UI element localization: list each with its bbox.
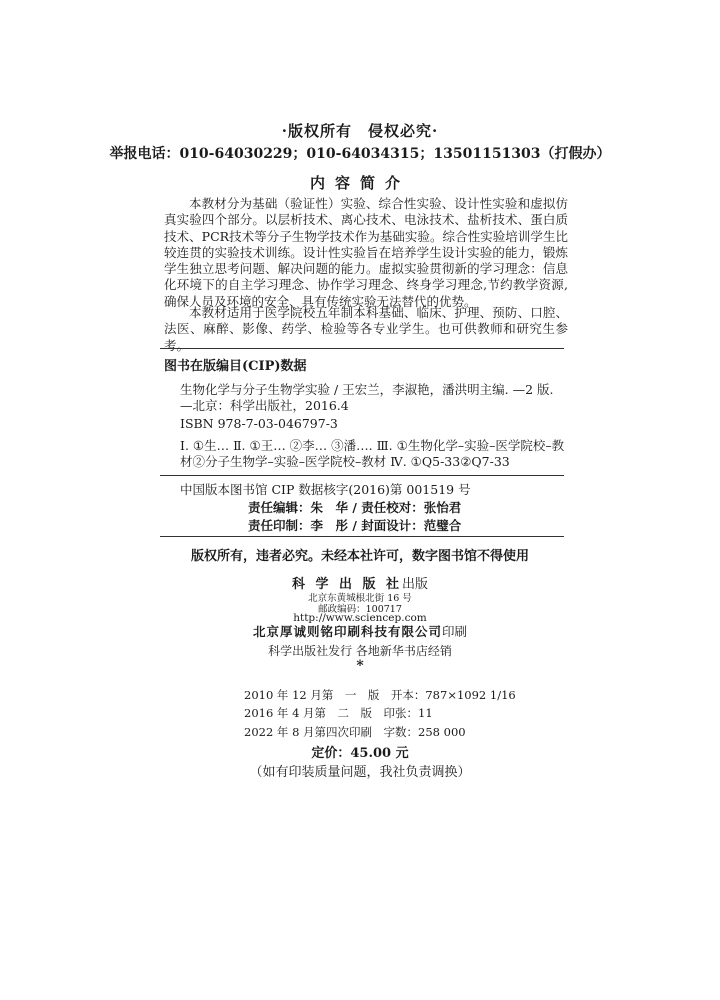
price-line: 定价：45.00 元 [311, 746, 409, 761]
rights-statement: 版权所有，违者必究。未经本社许可，数字图书馆不得使用 [190, 549, 529, 564]
edition-line: 2010 年 12 月第 一 版 开本：787×1092 1/16 [244, 688, 516, 702]
distribution-line: 科学出版社发行 各地新华书店经销 [268, 644, 452, 658]
publisher-website: http://www.sciencep.com [293, 612, 427, 624]
divider-rule [160, 475, 564, 476]
printer-suffix: 印刷 [442, 624, 468, 639]
edition-line: 2022 年 8 月第四次印刷 字数：258 000 [244, 725, 466, 739]
cip-heading: 图书在版编目(CIP)数据 [164, 359, 307, 374]
printer-name: 北京厚诚则铭印刷科技有限公司 [252, 624, 442, 639]
quality-note: （如有印装质量问题，我社负责调换） [249, 765, 471, 780]
edition-line: 2016 年 4 月第 二 版 印张：11 [244, 706, 433, 720]
publisher-name: 科 学 出 版 社 [291, 577, 403, 592]
cip-title-entry: 生物化学与分子生物学实验 / 王宏兰，李淑艳，潘洪明主编. —2 版. —北京：科学出版社，2016.4 [180, 382, 554, 413]
printer-line [0, 622, 720, 640]
separator-star: * [356, 658, 364, 674]
staff-line-editor: 责任编辑：朱 华 / 责任校对：张怡君 [248, 500, 462, 515]
cip-number: 中国版本图书馆 CIP 数据核字(2016)第 001519 号 [180, 482, 471, 497]
summary-paragraph-1: 本教材分为基础（验证性）实验、综合性实验、设计性实验和虚拟仿真实验四个部分。以层析技术、离心技术、电泳技术、盐析技术、蛋白质技术、PCR技术等分子生物学技术作为基础实验。综合性实验培训学生比较连贯的实验技术训练。设计性实验旨在培养学生设计实验的能力，锻炼学生独立思考问题、解决问题的能力。虚拟实验贯彻新的学习理念：信息化环境下的自主学习理念、协作学习理念、终身学习理念,节约教学资源,确保人员及环境的安全、具有传统实验无法替代的优势。 [164, 196, 568, 309]
summary-heading: 内容简介 [309, 174, 410, 192]
publisher-address: 北京东黄城根北街 16 号 [308, 593, 412, 604]
divider-rule [160, 536, 564, 537]
staff-line-printing: 责任印制：李 彤 / 封面设计：范璧合 [248, 518, 462, 533]
copyright-title: ·版权所有 侵权必究· [281, 122, 439, 140]
report-phone-line: 举报电话：010-64030229；010-64034315；13501151303（打假办） [109, 146, 611, 162]
divider-rule [160, 348, 564, 349]
publisher-postcode: 邮政编码：100717 [318, 604, 402, 615]
summary-paragraph-2: 本教材适用于医学院校五年制本科基础、临床、护理、预防、口腔、法医、麻醉、影像、药学、检验等各专业学生。也可供教师和研究生参考。 [164, 305, 568, 353]
cip-classification: Ⅰ. ①生… Ⅱ. ①王… ②李… ③潘…. Ⅲ. ①生物化学–实验–医学院校–教材②分子生物学–实验–医学院校–教材 Ⅳ. ①Q5-33②Q7-33 [180, 438, 565, 469]
publisher-suffix: 出版 [402, 577, 429, 592]
cip-isbn: ISBN 978-7-03-046797-3 [180, 416, 338, 431]
